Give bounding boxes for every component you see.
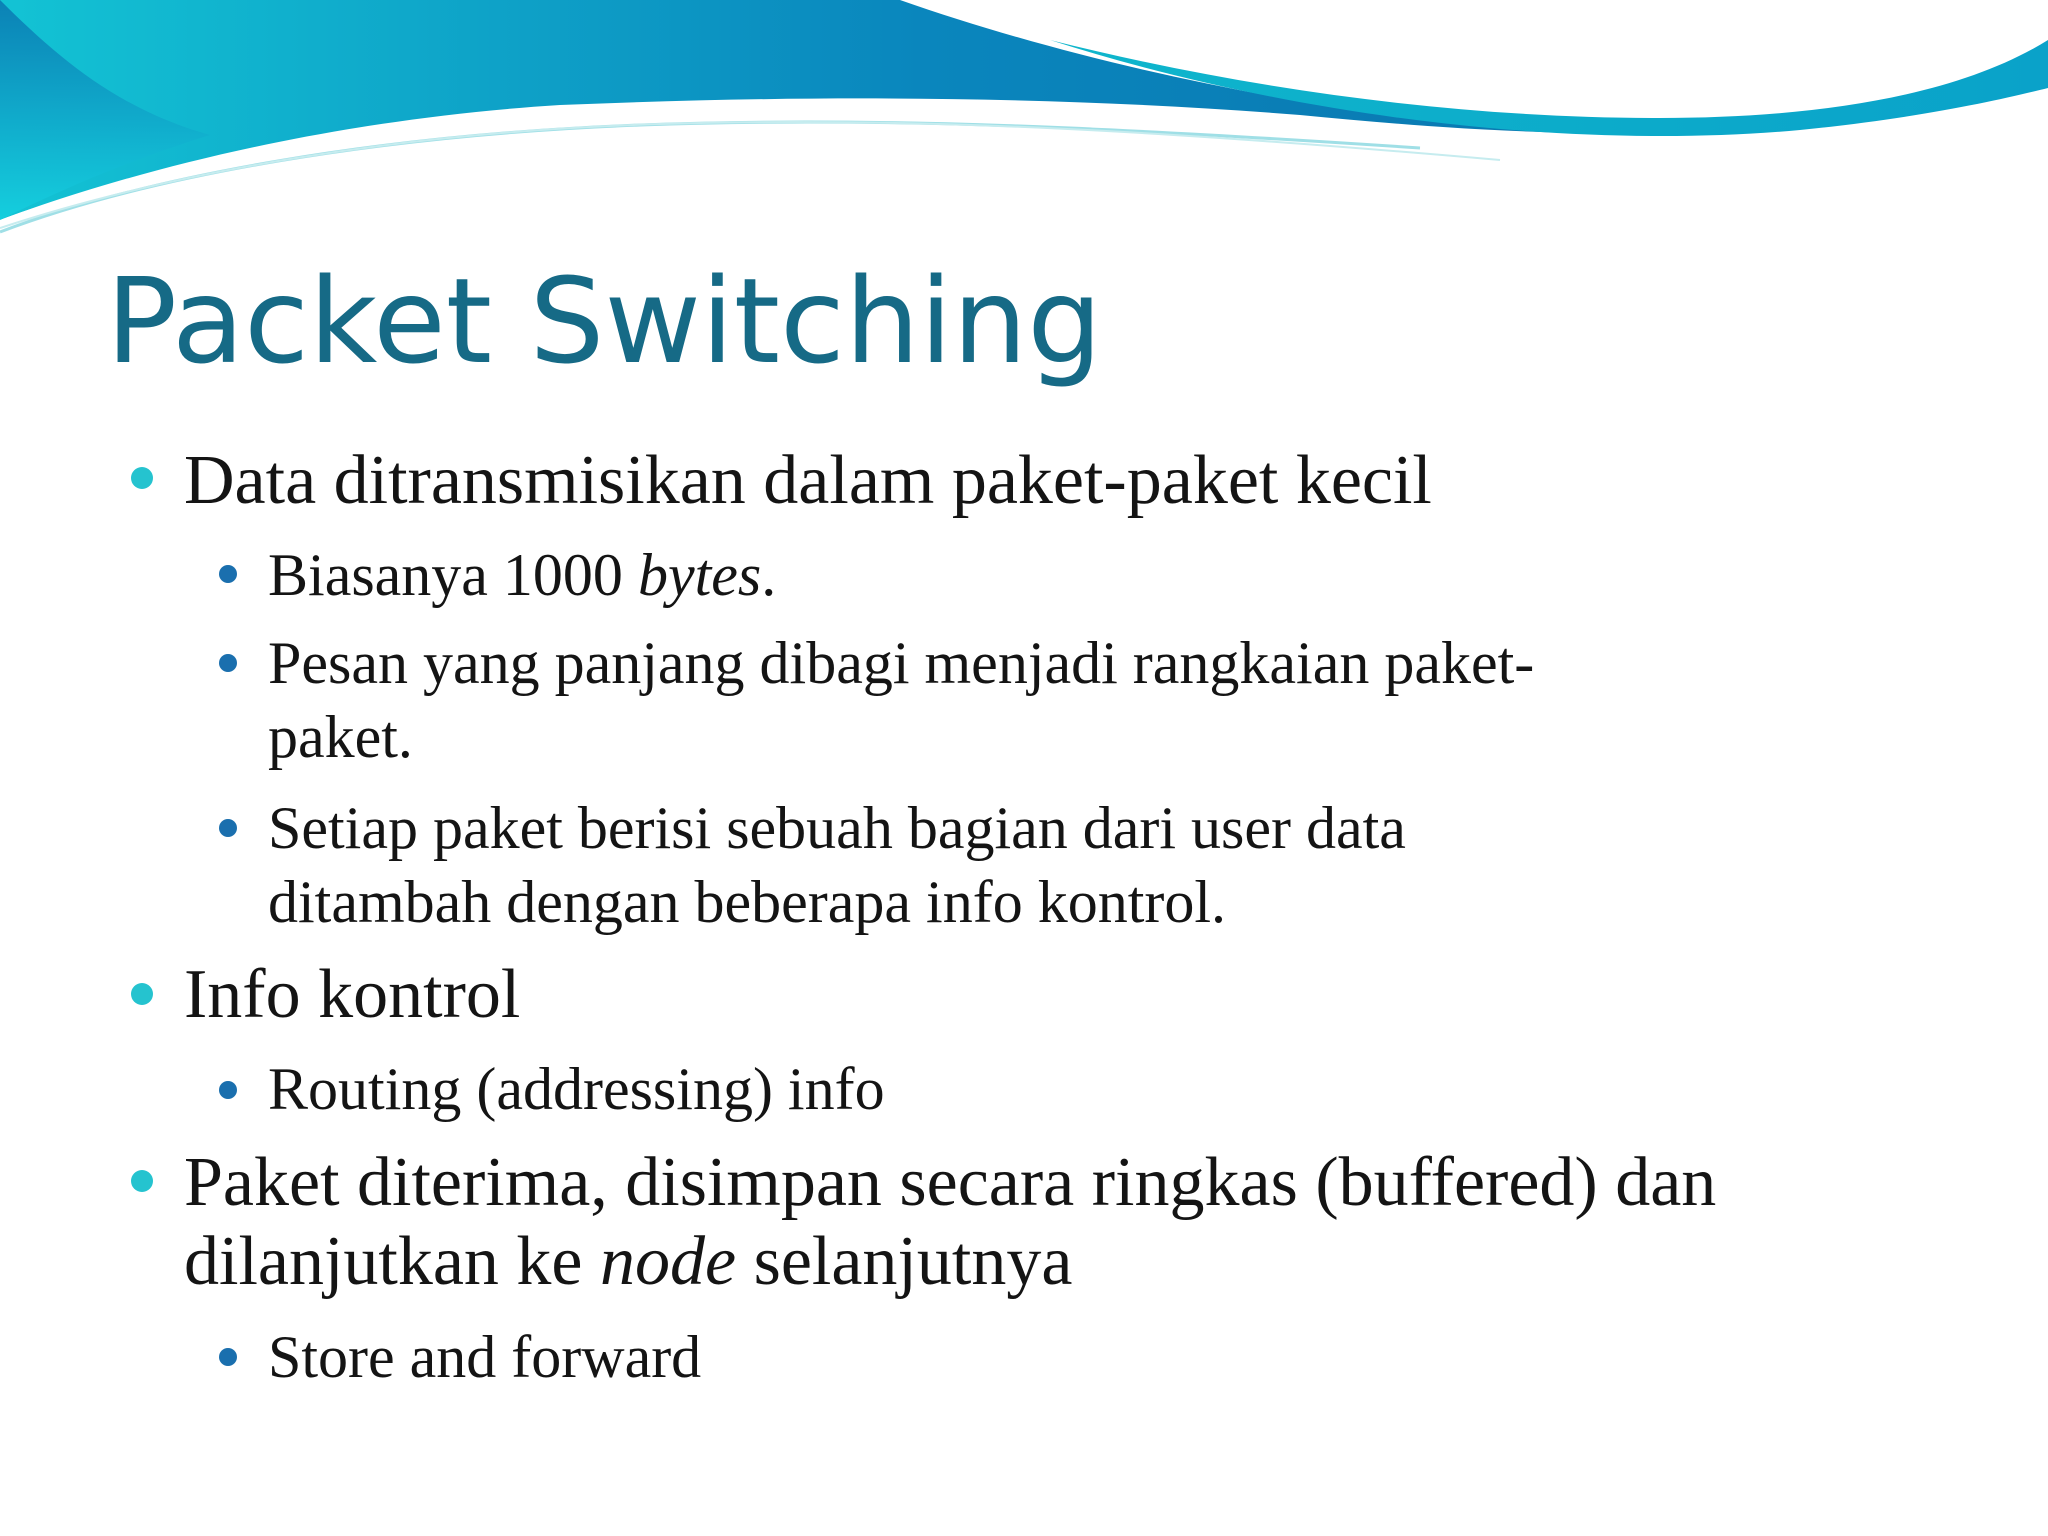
- bullet-dot: [131, 983, 153, 1005]
- bullet-text: Info kontrol: [184, 956, 521, 1033]
- sub-bullet-text: Setiap paket berisi sebuah bagian dari user data: [268, 795, 1406, 861]
- sub-bullet-text-continuation: ditambah dengan beberapa info kontrol.: [268, 869, 1227, 935]
- sub-bullet-dot: [219, 819, 237, 837]
- bullet-text: Paket diterima, disimpan secara ringkas (buffered) dan: [184, 1144, 1717, 1221]
- bullet-text: Data ditransmisikan dalam paket-paket kecil: [184, 442, 1432, 519]
- bullet-dot: [131, 467, 153, 489]
- sub-bullet-dot: [219, 1081, 237, 1099]
- sub-bullet-dot: [219, 1348, 237, 1366]
- slide-title: Packet Switching: [106, 252, 1103, 390]
- sub-bullet-text: Routing (addressing) info: [268, 1056, 885, 1122]
- sub-bullet-dot: [219, 565, 237, 583]
- sub-bullet-text-continuation: paket.: [268, 704, 413, 770]
- bullet-text-continuation: dilanjutkan ke node selanjutnya: [184, 1223, 1073, 1300]
- sub-bullet-text: Store and forward: [268, 1324, 702, 1390]
- sub-bullet-text: Biasanya 1000 bytes.: [268, 542, 777, 608]
- bullet-dot: [131, 1170, 153, 1192]
- sub-bullet-text: Pesan yang panjang dibagi menjadi rangkaian paket-: [268, 630, 1535, 696]
- sub-bullet-dot: [219, 654, 237, 672]
